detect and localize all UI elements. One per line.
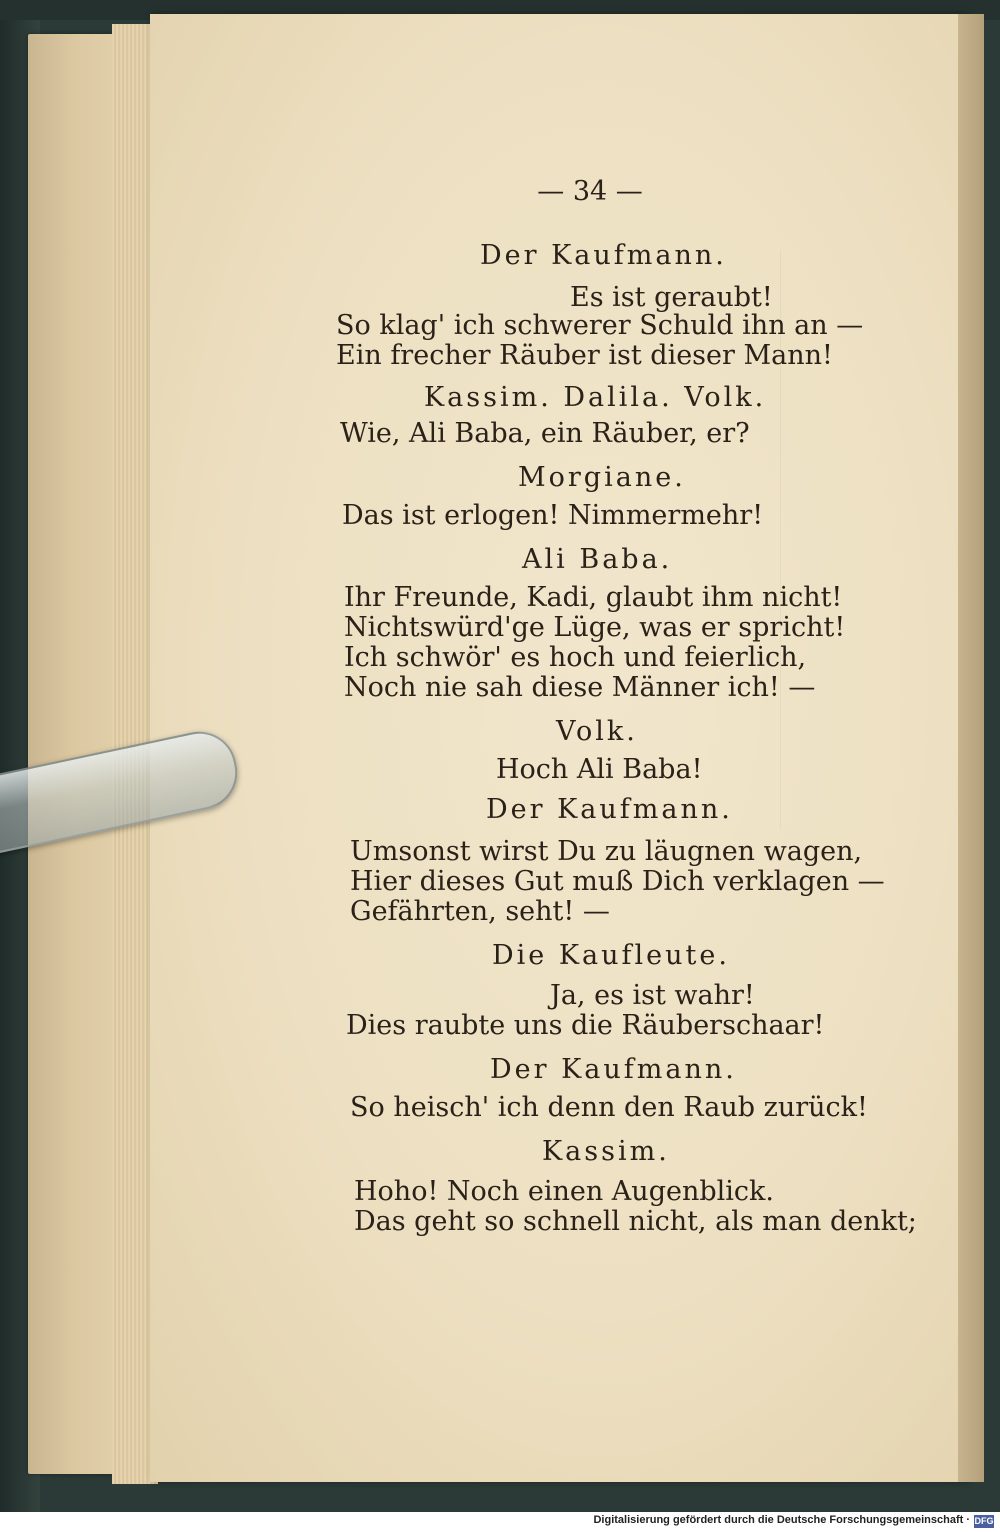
footer-bar	[0, 1512, 1000, 1532]
verse-line: Nichtswürd'ge Lüge, was er spricht!	[344, 612, 846, 643]
speaker-label: Der Kaufmann.	[490, 1054, 737, 1085]
verse-line: Ihr Freunde, Kadi, glaubt ihm nicht!	[344, 582, 843, 613]
speaker-label: Kassim.	[542, 1136, 670, 1167]
speaker-label: Ali Baba.	[522, 544, 673, 575]
page-number: — 34 —	[537, 176, 643, 207]
verse-line: Hoch Ali Baba!	[496, 754, 703, 785]
verse-line: Ein frecher Räuber ist dieser Mann!	[336, 340, 833, 371]
verse-line: Das ist erlogen! Nimmermehr!	[342, 500, 764, 531]
speaker-label: Kassim. Dalila. Volk.	[424, 382, 767, 413]
dfg-logo: DFG	[974, 1516, 994, 1526]
verse-line: Hoho! Noch einen Augenblick.	[354, 1176, 774, 1207]
verse-line: Es ist geraubt!	[570, 282, 773, 313]
verse-line: Umsonst wirst Du zu läugnen wagen,	[350, 836, 863, 867]
speaker-label: Der Kaufmann.	[486, 794, 733, 825]
speaker-label: Die Kaufleute.	[492, 940, 730, 971]
verse-line: Noch nie sah diese Männer ich! —	[344, 672, 816, 703]
speaker-label: Volk.	[556, 716, 638, 747]
verse-line: Ja, es ist wahr!	[550, 980, 755, 1011]
verse-line: Wie, Ali Baba, ein Räuber, er?	[340, 418, 750, 449]
verse-line: Hier dieses Gut muß Dich verklagen —	[350, 866, 885, 897]
verse-line: So klag' ich schwerer Schuld ihn an —	[336, 310, 864, 341]
speaker-label: Der Kaufmann.	[480, 240, 727, 271]
verse-line: Ich schwör' es hoch und feierlich,	[344, 642, 807, 673]
footer-credit: Digitalisierung gefördert durch die Deutsche Forschungsgemeinschaft ·	[593, 1514, 970, 1526]
speaker-label: Morgiane.	[518, 462, 686, 493]
verse-line: Dies raubte uns die Räuberschaar!	[346, 1010, 825, 1041]
verse-line: Gefährten, seht! —	[350, 896, 610, 927]
verse-line: Das geht so schnell nicht, als man denkt;	[354, 1206, 917, 1237]
verse-line: So heisch' ich denn den Raub zurück!	[350, 1092, 868, 1123]
